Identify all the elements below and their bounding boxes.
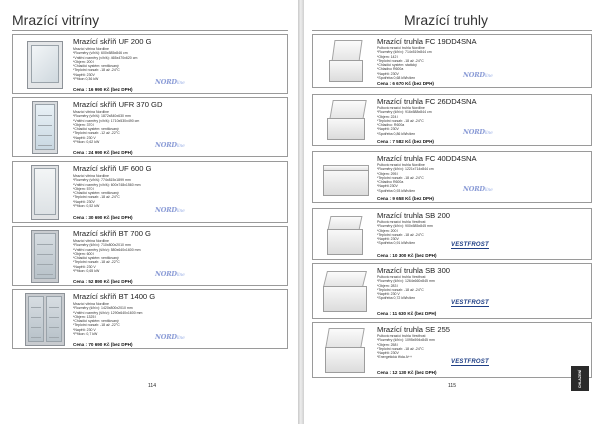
product-price: Cena : 10 300 Kč (bez DPH) [377,253,437,258]
product-card [312,322,592,378]
right-page-title: Mrazící truhly [404,12,489,28]
product-card [12,161,288,223]
product-price: Cena : 24 990 Kč (bez DPH) [73,150,133,155]
product-specs: Pultová mrazící truhla Nordline *Rozměry (š/h/v): 714x519x844 cm *Objem: 142 l *Teplotní rozsah: -18 až -24°C *Chladící systém: statický *Chladivo R600a *Napětí: 230V *Spotřeba 0,68 kWh/den [377,46,432,81]
vestfrost-logo: VESTFROST [451,242,489,248]
nordline-logo: NORDline [155,270,185,278]
product-specs: Pultová mrazící truhla Nordline *Rozměry (š/h/v): 1221x714x844 cm *Objem: 295 l *Teplotní rozsah: -18 až -24°C *Chladivo R600a *Napětí 230V *Spotřeba 0,93 kWh/den [377,163,434,193]
product-specs: Mrazící vitrína Nordline *Rozměry (v/h/š): 1872x840x630 mm *Vnitřní rozměry (v/h/š): 1710x530x490 cm *Objem: 370 l *Chladící systém: ventilovaný *Teplotní rozsah: -12 až -22°C *Napětí: 230 V *Příkon: 0,62 kW [73,110,140,145]
product-specs: Pultová mrazící truhla Vestfrost *Rozměry (š/h/v): 900x585x845 mm *Objem: 200 l *Teplotní rozsah: -18 až -24°C *Napětí: 230V *Spotřeba 0,91 kWh/den [377,220,433,246]
product-card [312,263,592,319]
product-card [312,94,592,146]
right-title-divider [312,30,592,31]
product-price: Cena : 7 582 Kč (bez DPH) [377,139,434,144]
product-card [312,208,592,260]
product-name: Mrazící truhla SE 255 [377,325,451,334]
chest-freezer-image [317,38,375,86]
product-name: Mrazící skříň BT 1400 G [73,292,156,301]
chest-freezer-image [317,98,375,144]
product-specs: Mrazící vitrína Nordline *Rozměry (š/h/v): 710x800x2010 mm *Vnitřní rozměry (š/h/v): 580x640x1600 mm *Objem: 600 l *Chladící systém: ventilovaný *Teplotní rozsah: -18 až -22°C *Napětí: 230 V *Příkon: 0,65 kW [73,239,141,274]
product-price: Cena : 9 658 Kč (bez DPH) [377,196,434,201]
nordline-logo: NORDline [155,78,185,86]
nordline-logo: NORDline [155,141,185,149]
nordline-logo: NORDline [463,71,493,79]
vestfrost-logo: VESTFROST [451,359,489,365]
freezer-upright-image [17,101,73,155]
product-card [12,34,288,94]
freezer-upright-image [17,165,73,221]
product-card [12,289,288,349]
product-name: Mrazící skříň UF 200 G [73,37,152,46]
product-name: Mrazící skříň BT 700 G [73,229,151,238]
nordline-logo: NORDline [463,185,493,193]
product-name: Mrazící skříň UF 600 G [73,164,152,173]
product-card [12,97,288,157]
freezer-upright-image [17,293,73,347]
product-price: Cena : 6 670 Kč (bez DPH) [377,81,434,86]
vestfrost-logo: VESTFROST [451,300,489,306]
chest-freezer-image [317,155,375,201]
left-title-divider [12,30,288,31]
section-tab [571,366,589,391]
left-page [0,0,298,424]
product-card [12,226,288,286]
product-card [312,151,592,203]
nordline-logo: NORDline [463,128,493,136]
product-price: Cena : 16 990 Kč (bez DPH) [73,87,133,92]
product-name: Mrazící truhla FC 40DD4SNA [377,154,477,163]
chest-freezer-image [317,212,375,258]
page-number: 114 [148,383,156,389]
chest-freezer-image [317,326,375,376]
product-price: Cena : 30 690 Kč (bez DPH) [73,215,133,220]
product-name: Mrazící skříň UFR 370 GD [73,100,163,109]
nordline-logo: NORDline [155,333,185,341]
product-card [312,34,592,88]
product-name: Mrazící truhla SB 300 [377,266,451,275]
product-specs: Mrazící vitrína Nordline *Rozměry (v/h/š): 600x585x846 cm *Vnitřní rozměry (v/h/š): 465x470x620 cm *Objem: 200 l *Chladící systém: ventilovaný *Teplotní rozsah: -18 až -24°C *Napětí: 230V *Příkon 0,36 kW [73,47,138,82]
product-price: Cena : 11 630 Kč (bez DPH) [377,311,437,316]
left-page-title: Mrazící vitríny [12,12,100,28]
product-specs: Mrazící vitrína Nordline *Rozměry (v/h/š): 774x815x1899 mm *Vnitřní rozměry (v/h/š): 600x748x1560 mm *Objem: 570 l *Chladící systém: ventilovaný *Teplotní rozsah: -18 až -24°C *Napětí: 230V *Příkon: 0,52 kW [73,174,141,209]
right-page [304,0,602,424]
product-specs: Pultová mrazící truhla Nordline *Rozměry (š/h/v): 916x588x844 cm *Objem: 224 l *Teplotní rozsah: -18 až -24°C *Chladivo: R600a *Napětí: 230V *Spotřeba 0,86 kWh/den [377,106,432,136]
product-name: Mrazící truhla FC 26DD4SNA [377,97,477,106]
section-tab-label: CHLAZENÍ [578,369,583,388]
product-specs: Mrazící vitrína Nordline *Rozměry (š/h/v): 1420x800x2010 mm *Vnitřní rozměry (š/h/v): 1290x640x1600 mm *Objem: 1325 l *Chladící systém: ventilovaný *Teplotní rozsah: -18 až -22°C *Napětí: 230 V *Příkon: 0,7 kW [73,302,143,337]
chest-freezer-image [317,267,375,317]
page-number: 115 [448,383,456,389]
product-specs: Pultová mrazící truhla Vestfrost *Rozměry (š/h/v): 1264x660x845 mm *Objem: 283 l *Teplotní rozsah: -18 až -24°C *Napětí: 230 V *Spotřeba 0,72 kWh/den [377,275,435,301]
freezer-upright-image [17,39,73,91]
product-price: Cena : 70 690 Kč (bez DPH) [73,342,133,347]
product-name: Mrazící truhla FC 19DD4SNA [377,37,477,46]
freezer-upright-image [17,230,73,284]
product-price: Cena : 12 130 Kč (bez DPH) [377,370,437,375]
product-specs: Pultová mrazící truhla Vestfrost *Rozměry (š/h/v): 1095x594x845 mm *Objem: 258 l *Teplotní rozsah: -18 až -24°C *Napětí: 230V *Energetická třída A++ [377,334,435,360]
product-price: Cena : 52 890 Kč (bez DPH) [73,279,133,284]
product-name: Mrazící truhla SB 200 [377,211,451,220]
nordline-logo: NORDline [155,206,185,214]
